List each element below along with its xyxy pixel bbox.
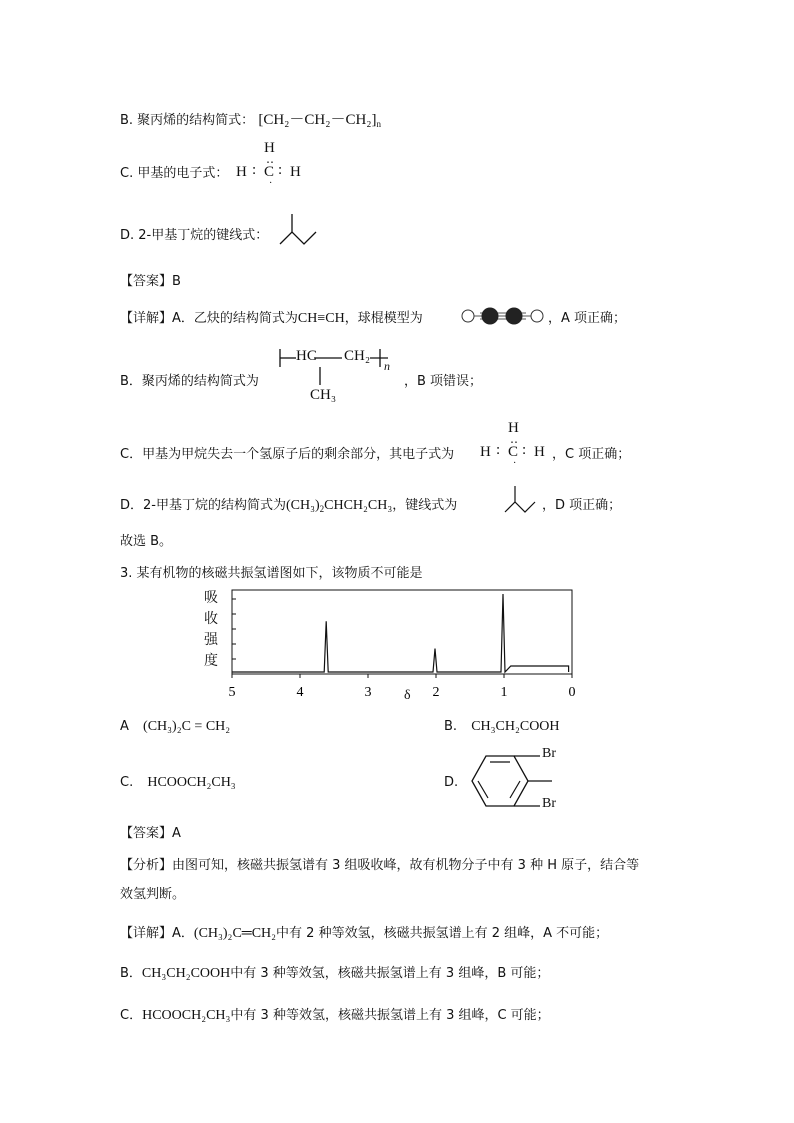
option-c-prev-label: C. 甲基的电子式：: [120, 166, 229, 181]
x-tick-label: 0: [568, 685, 576, 700]
answer-2: 【答案】A: [120, 826, 181, 841]
option-c: C. HCOOCH₂CH₃: [120, 775, 236, 790]
detail1-d-suffix: ，D 项正确；: [542, 498, 622, 513]
dibromotoluene-structure: Br Br: [462, 748, 572, 814]
answer-1: 【答案】B: [120, 274, 181, 289]
x-tick-label: 1: [500, 685, 508, 700]
spectrum-line: [232, 594, 569, 672]
question-3-stem: 3. 某有机物的核磁共振氢谱图如下，该物质不可能是: [120, 566, 423, 581]
ball-stick-model-acetylene: [460, 306, 546, 326]
detail1-c: C．甲基为甲烷失去一个氢原子后的剩余部分，其电子式为: [120, 447, 455, 462]
skeletal-2-methylbutane-detail: [502, 484, 542, 516]
x-tick-label: 3: [364, 685, 372, 700]
option-b-prev: [120, 108, 381, 129]
polymer-formula: $[CH_2-CH_2-CH_2]_n$: [258, 112, 382, 129]
polypropylene-structure: HC CH₂ n CH₃: [296, 348, 390, 403]
detail1-d: D．2-甲基丁烷的结构简式为$(CH_3)_2CHCH_2CH_3$，键线式为: [120, 498, 458, 514]
y-axis-label: 吸 收 强 度: [204, 590, 218, 669]
x-tick-label: 2: [432, 685, 440, 700]
detail1-b: B．聚丙烯的结构简式为: [120, 374, 259, 389]
skeletal-2-methylbutane: [276, 212, 324, 248]
x-axis-label: δ: [404, 688, 411, 703]
methyl-electron-dot-top: H ‥ H : C : H ·: [236, 140, 301, 189]
analysis-line-1: 【分析】由图可知，核磁共振氢谱有 3 组吸收峰，故有机物分子中有 3 种 H 原子，结合等: [120, 858, 640, 873]
option-d-prev-label: D. 2-甲基丁烷的键线式：: [120, 228, 269, 243]
conclusion-1: 故选 B。: [120, 534, 173, 549]
option-b-label: B. 聚丙烯的结构简式：: [120, 113, 255, 128]
detail1-a-suffix: ，A 项正确；: [548, 311, 627, 326]
option-b: B. CH₃CH₂COOH: [444, 719, 560, 734]
detail2-a: 【详解】A．(CH₃)₂C═CH₂中有 2 种等效氢，核磁共振氢谱上有 2 组峰，A 不可能；: [120, 926, 609, 941]
x-tick-label: 5: [228, 685, 236, 700]
plot-frame: [232, 590, 572, 674]
option-a: A (CH₃)₂C = CH₂: [120, 719, 231, 734]
detail2-c: C．HCOOCH₂CH₃中有 3 种等效氢，核磁共振氢谱上有 3 组峰，C 可能；: [120, 1008, 550, 1023]
option-d-label: D.: [444, 775, 459, 790]
analysis-line-2: 效氢判断。: [120, 887, 186, 902]
detail1-a: 【详解】A．乙炔的结构简式为CH≡CH，球棍模型为: [120, 311, 423, 326]
detail2-b: B．CH₃CH₂COOH中有 3 种等效氢，核磁共振氢谱上有 3 组峰，B 可能；: [120, 966, 550, 981]
methyl-electron-dot-detail: H ‥ H : C : H ·: [480, 420, 545, 469]
detail1-c-suffix: ，C 项正确；: [552, 447, 631, 462]
detail1-b-suffix: ，B 项错误；: [404, 374, 483, 389]
x-tick-label: 4: [296, 685, 304, 700]
